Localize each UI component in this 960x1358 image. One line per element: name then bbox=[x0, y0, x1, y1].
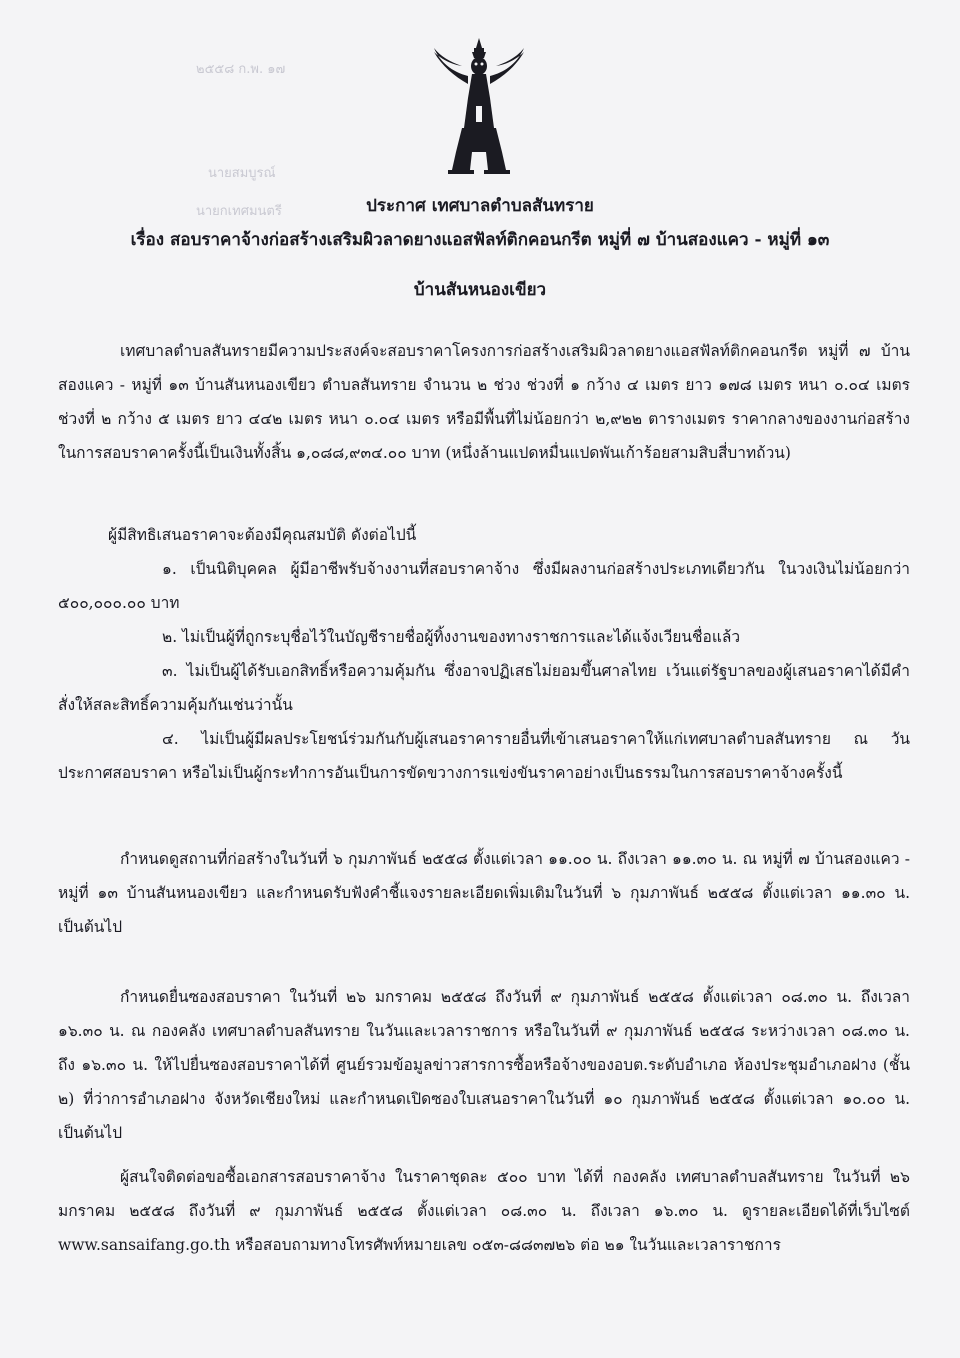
announcement-subject-continued: บ้านสันหนองเขียว bbox=[413, 280, 547, 300]
contact-paragraph: ผู้สนใจติดต่อขอซื้อเอกสารสอบราคาจ้าง ในราคาชุดละ ๕๐๐ บาท ได้ที่ กองคลัง เทศบาลตำบลสันทราย ในวันที่ ๒๖ มกราคม ๒๕๕๘ ถึงวันที่ ๙ กุมภาพันธ์ ๒๕๕๘ ตั้งแต่เวลา ๐๘.๓๐ น. ถึงเวลา ๑๖.๓๐ น. ดูรายละเอียดได้ที่เว็บไซต์ www.sansaifang.go.th หรือสอบถามทางโทรศัพท์หมายเลข ๐๕๓-๘๘๓๗๒๖ ต่อ ๒๑ ในวันและเวลาราชการ bbox=[58, 1168, 910, 1254]
announcement-subject: เรื่อง สอบราคาจ้างก่อสร้างเสริมผิวลาดยางแอสฟัลท์ติกคอนกรีต หมู่ที่ ๗ บ้านสองแคว - หมู่ที่ ๑๓ bbox=[130, 230, 830, 250]
contact-section bbox=[58, 1160, 910, 1262]
qualifications-heading: ผู้มีสิทธิเสนอราคาจะต้องมีคุณสมบัติ ดังต่อไปนี้ bbox=[108, 526, 417, 544]
intro-paragraph: เทศบาลตำบลสันทรายมีความประสงค์จะสอบราคาโครงการก่อสร้างเสริมผิวลาดยางแอสฟัลท์ติกคอนกรีต หมู่ที่ ๗ บ้านสองแคว - หมู่ที่ ๑๓ บ้านสันหนองเขียว ตำบลสันทราย จำนวน ๒ ช่วง ช่วงที่ ๑ กว้าง ๔ เมตร ยาว ๑๗๘ เมตร หนา ๐.๐๔ เมตร ช่วงที่ ๒ กว้าง ๕ เมตร ยาว ๔๔๒ เมตร หนา ๐.๐๔ เมตร หรือมีพื้นที่ไม่น้อยกว่า ๒,๙๒๒ ตารางเมตร ราคากลางของงานก่อสร้างในการสอบราคาครั้งนี้เป็นเงินทั้งสิ้น ๑,๐๘๘,๙๓๔.๐๐ บาท (หนึ่งล้านแปดหมื่นแปดพันเก้าร้อยสามสิบสี่บาทถ้วน) bbox=[58, 342, 910, 462]
intro-section bbox=[58, 334, 910, 470]
qualification-item: ๒. ไม่เป็นผู้ที่ถูกระบุชื่อไว้ในบัญชีรายชื่อผู้ทิ้งงานของทางราชการและได้แจ้งเวียนชื่อแล้ว bbox=[162, 628, 741, 646]
qualification-item: ๓. ไม่เป็นผู้ได้รับเอกสิทธิ์หรือความคุ้มกัน ซึ่งอาจปฏิเสธไม่ยอมขึ้นศาลไทย เว้นแต่รัฐบาลของผู้เสนอราคาได้มีคำสั่งให้สละสิทธิ์ความคุ้มกันเช่นว่านั้น bbox=[58, 662, 910, 714]
site-visit-section bbox=[58, 842, 910, 944]
qualifications-section bbox=[58, 518, 910, 790]
bleed-through-text: ๒๕๕๘ ก.พ. ๑๗ bbox=[196, 62, 286, 77]
garuda-emblem-icon bbox=[432, 36, 526, 176]
announcement-title: ประกาศ เทศบาลตำบลสันทราย bbox=[366, 196, 594, 216]
bleed-through-text: นายกเทศมนตรี bbox=[196, 204, 282, 219]
qualification-item: ๑. เป็นนิติบุคคล ผู้มีอาชีพรับจ้างงานที่สอบราคาจ้าง ซึ่งมีผลงานก่อสร้างประเภทเดียวกัน ในวงเงินไม่น้อยกว่า ๕๐๐,๐๐๐.๐๐ บาท bbox=[58, 560, 910, 612]
submission-section bbox=[58, 980, 910, 1150]
site-visit-paragraph: กำหนดดูสถานที่ก่อสร้างในวันที่ ๖ กุมภาพันธ์ ๒๕๕๘ ตั้งแต่เวลา ๑๑.๐๐ น. ถึงเวลา ๑๑.๓๐ น. ณ หมู่ที่ ๗ บ้านสองแคว - หมู่ที่ ๑๓ บ้านสันหนองเขียว และกำหนดรับฟังคำชี้แจงรายละเอียดเพิ่มเติมในวันที่ ๖ กุมภาพันธ์ ๒๕๕๘ ตั้งแต่เวลา ๑๑.๓๐ น. เป็นต้นไป bbox=[58, 850, 910, 936]
submission-paragraph: กำหนดยื่นซองสอบราคา ในวันที่ ๒๖ มกราคม ๒๕๕๘ ถึงวันที่ ๙ กุมภาพันธ์ ๒๕๕๘ ตั้งแต่เวลา ๐๘.๓๐ น. ถึงเวลา ๑๖.๓๐ น. ณ กองคลัง เทศบาลตำบลสันทราย ในวันและเวลาราชการ หรือในวันที่ ๙ กุมภาพันธ์ ๒๕๕๘ ระหว่างเวลา ๐๘.๓๐ น. ถึง ๑๖.๓๐ น. ให้ไปยื่นซองสอบราคาได้ที่ ศูนย์รวมข้อมูลข่าวสารการซื้อหรือจ้างของอบต.ระดับอำเภอ ห้องประชุมอำเภอฝาง (ชั้น ๒) ที่ว่าการอำเภอฝาง จังหวัดเชียงใหม่ และกำหนดเปิดซองใบเสนอราคาในวันที่ ๑๐ กุมภาพันธ์ ๒๕๕๘ ตั้งแต่เวลา ๑๐.๐๐ น. เป็นต้นไป bbox=[58, 988, 910, 1142]
bleed-through-text: นายสมบูรณ์ bbox=[208, 166, 276, 181]
qualification-item: ๔. ไม่เป็นผู้มีผลประโยชน์ร่วมกันกับผู้เสนอราคารายอื่นที่เข้าเสนอราคาให้แก่เทศบาลตำบลสันทราย ณ วันประกาศสอบราคา หรือไม่เป็นผู้กระทำการอันเป็นการขัดขวางการแข่งขันราคาอย่างเป็นธรรมในการสอบราคาจ้างครั้งนี้ bbox=[58, 730, 910, 782]
